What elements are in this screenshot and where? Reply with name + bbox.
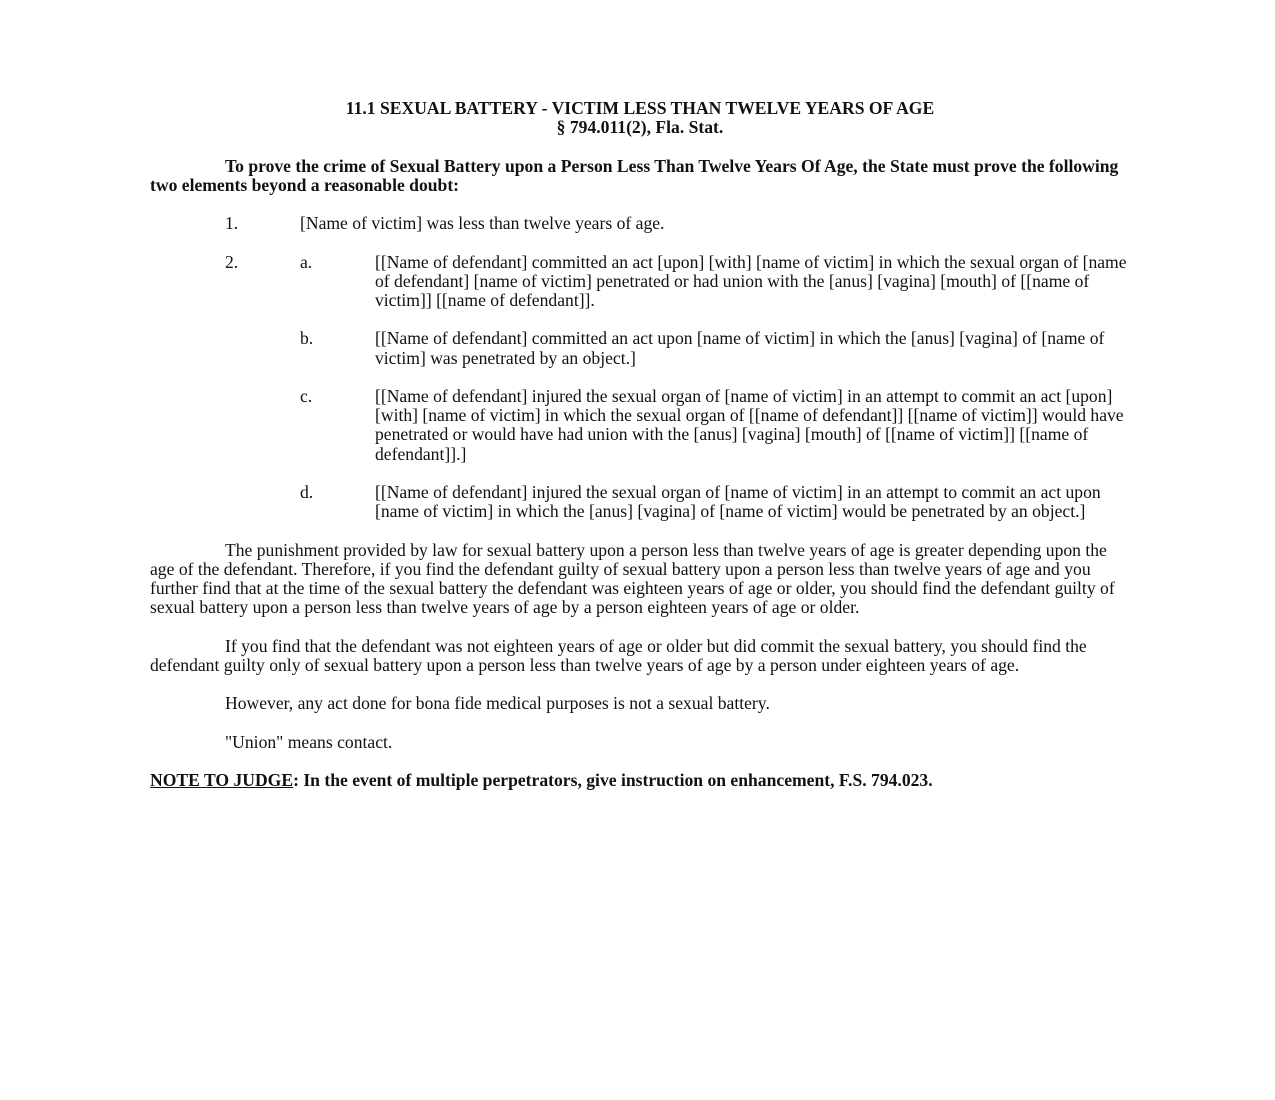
note-to-judge (150, 771, 1130, 790)
title-heading: 11.1 SEXUAL BATTERY - VICTIM LESS THAN TWELVE YEARS OF AGE (345, 98, 935, 118)
element-2-option-b (150, 329, 1130, 367)
document-page (150, 99, 1130, 790)
element-2 (150, 253, 1130, 522)
note-text: : In the event of multiple perpetrators, give instruction on enhancement, F.S. 794.023. (293, 769, 933, 790)
option-letter: c. (300, 385, 313, 406)
intro-paragraph: To prove the crime of Sexual Battery upon a Person Less Than Twelve Years Of Age, the State must prove the following two elements beyond a reasonable doubt: (150, 155, 1119, 195)
element-2-number: 2. (225, 251, 239, 272)
punishment-paragraph: The punishment provided by law for sexual battery upon a person less than twelve years of age is greater depending upon the age of the defendant. Therefore, if you find the defendant guilty of sexual battery upon a person less than twelve years of age and you further find that at the time of the sexual battery the defendant was eighteen years of age or older, you should find the defendant guilty of sexual battery upon a person less than twelve years of age by a person eighteen years of age or older. (150, 539, 1115, 618)
option-text: [[Name of defendant] injured the sexual organ of [name of victim] in an attempt to commit an act upon [name of victim] in which the [anus] [vagina] of [name of victim] would be penetrated by an object.] (375, 481, 1101, 522)
element-1 (150, 214, 1130, 233)
option-letter: b. (300, 328, 314, 349)
statute-citation: § 794.011(2), Fla. Stat. (556, 117, 724, 138)
element-2-option-c (150, 387, 1130, 464)
option-text: [[Name of defendant] injured the sexual organ of [name of victim] in an attempt to commit an act [upon] [with] [name of victim] in which the sexual organ of [[name of defendant]] [[name of victim]] would have penetrated or would have had union with the [anus] [vagina] [mouth] of [[name of victim]] [[name of defendant]].] (375, 385, 1124, 464)
element-2-option-d (150, 483, 1130, 521)
option-letter: a. (300, 251, 313, 272)
option-text: [[Name of defendant] committed an act upon [name of victim] in which the [anus] [vagina] of [name of victim] was penetrated by an object.] (375, 328, 1105, 368)
element-1-text: [Name of victim] was less than twelve years of age. (300, 213, 665, 234)
medical-purpose-paragraph: However, any act done for bona fide medical purposes is not a sexual battery. (225, 693, 770, 714)
option-letter: d. (300, 481, 314, 502)
document-title (150, 99, 1130, 137)
element-2-option-a (150, 253, 1130, 311)
note-label: NOTE TO JUDGE (150, 769, 294, 790)
option-text: [[Name of defendant] committed an act [upon] [with] [name of victim] in which the sexual organ of [name of defendant] [name of victim] penetrated or had union with the [anus] [vagina] [mouth] of [[name of victim]] [[name of defendant]]. (375, 251, 1127, 310)
union-definition-paragraph: "Union" means contact. (225, 731, 393, 752)
under-eighteen-paragraph: If you find that the defendant was not eighteen years of age or older but did commit the sexual battery, you should find the defendant guilty only of sexual battery upon a person less than twelve years of age by a person under eighteen years of age. (150, 635, 1087, 675)
element-1-number: 1. (225, 213, 239, 234)
